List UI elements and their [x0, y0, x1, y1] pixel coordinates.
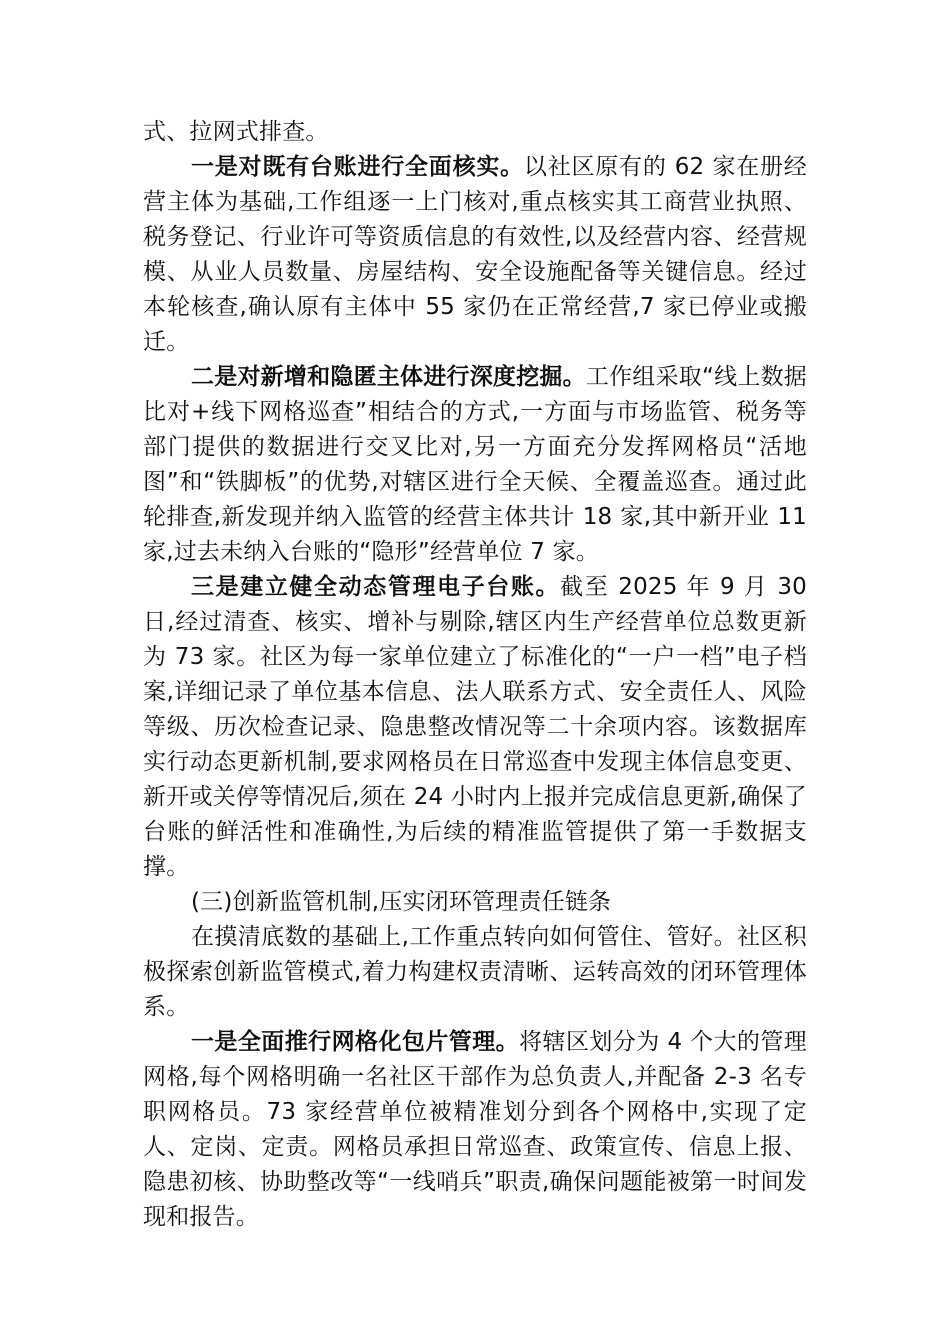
- paragraph-text: 截至 2025 年 9 月 30 日,经过清查、核实、增补与剔除,辖区内生产经营单位总数更新为 73 家。社区为每一家单位建立了标准化的“一户一档”电子档案,详细记录了单位基本信息、法人联系方式、安全责任人、风险等级、历次检查记录、隐患整改情况等二十余项内容。该数据库实行动态更新机制,要求网格员在日常巡查中发现主体信息变更、新开或关停等情况后,须在 24 小时内上报并完成信息更新,确保了台账的鲜活性和准确性,为后续的精准监管提供了第一手数据支撑。: [143, 574, 807, 880]
- paragraph-section-intro: [143, 920, 807, 1025]
- paragraph-text: 将辖区划分为 4 个大的管理网格,每个网格明确一名社区干部作为总负责人,并配备 2-3 名专职网格员。73 家经营单位被精准划分到各个网格中,实现了定人、定岗、定责。网格员承担日常巡查、政策宣传、信息上报、隐患初核、协助整改等“一线哨兵”职责,确保问题能被第一时间发现和报告。: [143, 1029, 807, 1230]
- paragraph-lead: 三是建立健全动态管理电子台账。: [191, 574, 561, 600]
- document-body: [143, 115, 807, 1235]
- paragraph-continuation: [143, 115, 807, 150]
- paragraph-text: 工作组采取“线上数据比对+线下网格巡查”相结合的方式,一方面与市场监管、税务等部门提供的数据进行交叉比对,另一方面充分发挥网格员“活地图”和“铁脚板”的优势,对辖区进行全天候、全覆盖巡查。通过此轮排查,新发现并纳入监管的经营主体共计 18 家,其中新开业 11 家,过去未纳入台账的“隐形”经营单位 7 家。: [143, 364, 807, 565]
- paragraph-text: 在摸清底数的基础上,工作重点转向如何管住、管好。社区积极探索创新监管模式,着力构建权责清晰、运转高效的闭环管理体系。: [143, 924, 807, 1020]
- paragraph-new-entities: [143, 360, 807, 570]
- section-heading-text: (三)创新监管机制,压实闭环管理责任链条: [191, 889, 612, 915]
- paragraph-lead: 一是全面推行网格化包片管理。: [191, 1029, 520, 1055]
- paragraph-electronic-ledger: [143, 570, 807, 885]
- paragraph-lead: 一是对既有台账进行全面核实。: [191, 154, 524, 180]
- paragraph-lead: 二是对新增和隐匿主体进行深度挖掘。: [191, 364, 586, 390]
- paragraph-grid-management: [143, 1025, 807, 1235]
- paragraph-text: 以社区原有的 62 家在册经营主体为基础,工作组逐一上门核对,重点核实其工商营业执照、税务登记、行业许可等资质信息的有效性,以及经营内容、经营规模、从业人员数量、房屋结构、安全设施配备等关键信息。经过本轮核查,确认原有主体中 55 家仍在正常经营,7 家已停业或搬迁。: [143, 154, 807, 355]
- section-heading: [143, 885, 807, 920]
- paragraph-ledger-verification: [143, 150, 807, 360]
- paragraph-text: 式、拉网式排查。: [143, 119, 329, 145]
